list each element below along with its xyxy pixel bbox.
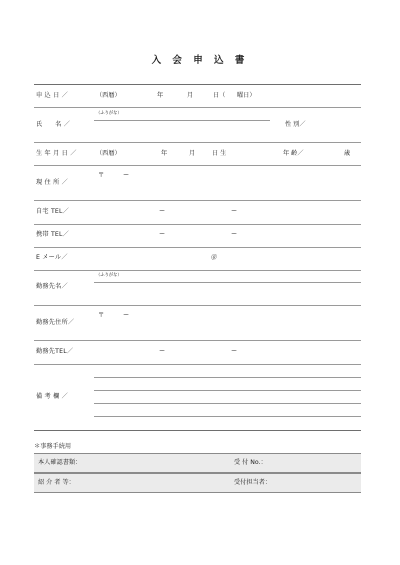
workplace-tel-dash-1: ー [159,348,166,355]
address-postal-dash: ー [123,172,130,179]
address-field[interactable] [34,200,361,201]
id-docs-label: 本人確認書類： [38,459,82,466]
office-use-row-1 [34,453,361,473]
email-at-mark: ＠ [211,254,218,261]
workplace-label: 勤務先名／ [36,283,68,290]
birthdate-era: （西暦） [96,150,121,157]
age-unit: 歳 [344,150,351,157]
workplace-postal-dash: ー [123,312,130,319]
reception-no-label: 受 付 No.： [234,459,267,466]
application-date-year: 年 [157,92,164,99]
sex-label: 性 別／ [285,121,306,128]
workplace-tel-label: 勤務先TEL／ [36,348,74,355]
mobile-tel-dash-1: ー [159,231,166,238]
birthdate-field[interactable] [34,165,361,166]
application-date-weekday: 曜日） [237,92,256,99]
home-tel-dash-2: ー [231,208,238,215]
application-date-day: 日（ [213,92,226,99]
mobile-tel-label: 携帯 TEL／ [36,231,70,238]
mobile-tel-field[interactable] [34,247,361,248]
home-tel-field[interactable] [34,224,361,225]
birthdate-label: 生 年 月 日 ／ [36,150,77,157]
remarks-line-3[interactable] [94,403,361,404]
referrer-label: 紹 介 者 等： [38,479,75,486]
name-furigana-field[interactable] [94,120,270,121]
remarks-label: 備 考 欄 ／ [36,393,69,400]
name-field[interactable] [34,142,361,143]
age-label: 年 齢／ [283,150,304,157]
workplace-furigana-label: （ふりがな） [96,273,122,278]
birthdate-year: 年 [161,150,168,157]
workplace-furigana-field[interactable] [94,282,361,283]
workplace-tel-field[interactable] [34,364,361,365]
form-bottom-line [34,430,361,431]
email-field[interactable] [34,270,361,271]
address-postal-mark: 〒 [98,172,105,179]
workplace-tel-dash-2: ー [231,348,238,355]
home-tel-dash-1: ー [159,208,166,215]
birthdate-month: 月 [189,150,196,157]
mobile-tel-dash-2: ー [231,231,238,238]
application-date-label: 申 込 日 ／ [36,92,69,99]
remarks-line-1[interactable] [94,377,361,378]
office-use-row-2 [34,473,361,493]
workplace-address-field[interactable] [34,340,361,341]
application-date-era: （西暦） [96,92,121,99]
remarks-line-4[interactable] [94,416,361,417]
email-label: E メール／ [36,254,68,261]
workplace-address-label: 勤務先住所／ [36,319,75,326]
form-title: 入 会 申 込 書 [151,55,249,66]
reception-staff-label: 受付担当者： [234,479,272,486]
application-date-month: 月 [187,92,194,99]
remarks-line-2[interactable] [94,390,361,391]
name-label: 氏 名 ／ [36,121,71,128]
address-label: 現 住 所 ／ [36,179,69,186]
name-furigana-label: （ふりがな） [96,111,122,116]
form-top-line [34,84,361,85]
application-date-field[interactable] [34,107,361,108]
office-use-caption: ＊事務手続用 [34,443,72,450]
workplace-postal-mark: 〒 [98,312,105,319]
home-tel-label: 自宅 TEL／ [36,208,70,215]
workplace-field[interactable] [34,305,361,306]
birthdate-day: 日 生 [212,150,227,157]
